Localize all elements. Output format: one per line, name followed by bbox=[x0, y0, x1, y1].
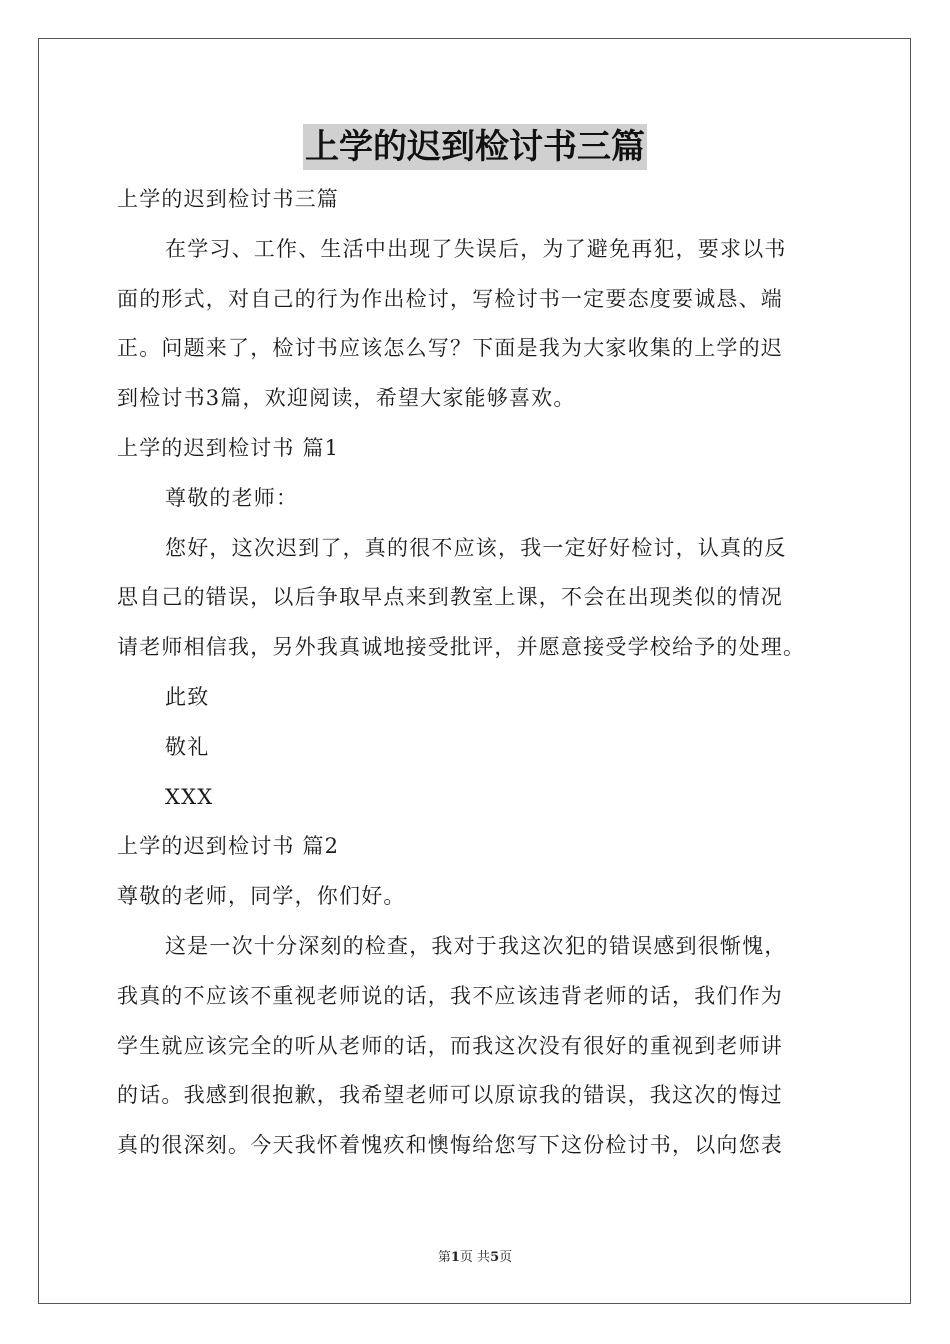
document-title: 上学的迟到检讨书三篇 bbox=[303, 124, 647, 170]
body-line: 您好，这次迟到了，真的很不应该，我一定好好检讨，认真的反 bbox=[165, 536, 787, 560]
footer-suffix: 页 bbox=[499, 1250, 513, 1265]
body-line: 在学习、工作、生活中出现了失误后，为了避免再犯，要求以书 bbox=[165, 237, 787, 261]
page-footer bbox=[0, 1246, 950, 1265]
body-line: 我真的不应该不重视老师说的话，我不应该违背老师的话，我们作为 bbox=[117, 984, 783, 1008]
footer-current-page: 1 bbox=[450, 1250, 460, 1265]
title-container bbox=[0, 124, 950, 170]
body-line: 尊敬的老师，同学，你们好。 bbox=[117, 884, 406, 908]
body-line: 上学的迟到检讨书 篇1 bbox=[117, 436, 340, 460]
footer-prefix: 第 bbox=[437, 1250, 451, 1265]
body-line: 这是一次十分深刻的检查，我对于我这次犯的错误感到很惭愧， bbox=[165, 934, 787, 958]
body-line: XXX bbox=[165, 785, 214, 809]
body-line: 正。问题来了，检讨书应该怎么写？下面是我为大家收集的上学的迟 bbox=[117, 336, 783, 360]
body-line: 真的很深刻。今天我怀着愧疚和懊悔给您写下这份检讨书，以向您表 bbox=[117, 1133, 783, 1157]
body-line: 学生就应该完全的听从老师的话，而我这次没有很好的重视到老师讲 bbox=[117, 1034, 783, 1058]
footer-mid: 页 共 bbox=[459, 1250, 491, 1265]
body-line: 的话。我感到很抱歉，我希望老师可以原谅我的错误，我这次的悔过 bbox=[117, 1083, 783, 1107]
body-line: 尊敬的老师： bbox=[165, 486, 299, 510]
page-border bbox=[38, 38, 911, 1304]
body-line: 到检讨书3篇，欢迎阅读，希望大家能够喜欢。 bbox=[117, 386, 576, 410]
body-line: 请老师相信我，另外我真诚地接受批评，并愿意接受学校给予的处理。 bbox=[117, 635, 806, 659]
body-line: 面的形式，对自己的行为作出检讨，写检讨书一定要态度要诚恳、端 bbox=[117, 287, 783, 311]
body-line: 思自己的错误，以后争取早点来到教室上课，不会在出现类似的情况 bbox=[117, 585, 783, 609]
footer-total-pages: 5 bbox=[490, 1250, 500, 1265]
body-line: 敬礼 bbox=[165, 735, 210, 759]
body-line: 上学的迟到检讨书 篇2 bbox=[117, 834, 340, 858]
body-line: 上学的迟到检讨书三篇 bbox=[117, 187, 339, 211]
body-line: 此致 bbox=[165, 685, 210, 709]
